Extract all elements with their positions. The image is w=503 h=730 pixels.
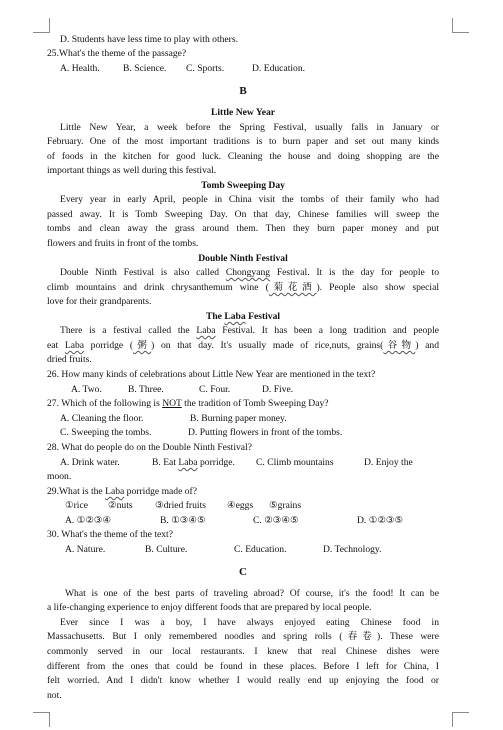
option-d: D. ①②③⑤ (357, 515, 404, 526)
text-span: Festival (245, 311, 281, 322)
text-span: ) on that day. It's usually made of rice,nuts, grains( (151, 340, 384, 351)
text-span: B. Eat (152, 457, 179, 468)
option-d: D. Putting flowers in front of the tombs. (188, 427, 343, 438)
question-26: 26. How many kinds of celebrations about Little New Year are mentioned in the text? (47, 369, 376, 380)
paragraph-line (47, 324, 439, 339)
paragraph-line: commonly served in our local restaurants. I knew that real Chinese dishes were (47, 646, 439, 657)
paragraph-line: a life-changing experience to enjoy different foods that are prepared by local people. (47, 602, 372, 613)
option-c: C. Education. (234, 544, 287, 555)
marked-word: Chongyang (225, 267, 271, 278)
crop-mark-top-left (33, 18, 50, 33)
marked-word: 粥 (133, 340, 152, 351)
paragraph-line (47, 339, 439, 354)
paragraph-line: passed away. It is Tomb Sweeping Day. On that day, Chinese families will sweep the (47, 209, 439, 220)
item: ⑤grains (269, 500, 302, 511)
marked-word: Laba (196, 325, 216, 336)
question-28: 28. What do people do on the Double Ninth Festival? (47, 442, 252, 453)
text-span: The (205, 311, 225, 322)
text-span: ). People also show special (316, 282, 440, 293)
paragraph-line: February. One of the most important traditions is to burn paper and set out many kinds (47, 136, 439, 147)
paragraph-line: dried fruits. (47, 354, 92, 365)
option-c: C. Climb mountains (256, 457, 334, 468)
marked-word: Laba (224, 311, 246, 322)
paragraph-line: Ever since I was a boy, I have always enjoyed eating Chinese food in (60, 617, 439, 628)
text-span: the tradition of Tomb Sweeping Day? (181, 398, 329, 409)
text-span: 29.What is the (47, 486, 106, 497)
option-a: A. Cleaning the floor. (60, 413, 144, 424)
question-28-options (60, 456, 439, 471)
text-span: 27. Which of the following is (47, 398, 163, 409)
option-c: C. Sweeping the tombs. (60, 427, 152, 438)
marked-word: Laba (64, 340, 85, 351)
paragraph-line: Massachusetts. But I only remembered noodles and spring rolls (春卷). These were (47, 631, 439, 642)
crop-mark-bottom-right (452, 712, 469, 727)
crop-mark-top-right (452, 18, 469, 33)
section-heading-b: B (239, 85, 247, 97)
item: ③dried fruits (155, 500, 206, 511)
paragraph-line: What is one of the best parts of traveling abroad? Of course, it's the food! It can be (65, 588, 439, 599)
text-span: porridge made of? (124, 486, 198, 497)
section-heading-c: C (239, 566, 247, 578)
option-d: D. Education. (252, 63, 306, 74)
paragraph-line: flowers and fruits in front of the tombs. (47, 238, 199, 249)
paragraph-line: love for their grandparents. (47, 296, 152, 307)
option-d: D. Enjoy the (364, 457, 413, 468)
option-b: B. Three. (128, 384, 164, 395)
question-26-options (71, 383, 463, 398)
text-span: porridge ( (84, 340, 134, 351)
question-28-continuation: moon. (47, 471, 72, 482)
option-b: B. Science. (123, 63, 167, 74)
paragraph-line (47, 281, 439, 296)
question-25-options (60, 62, 452, 77)
question-27 (47, 397, 439, 412)
subheading-double-ninth-festival: Double Ninth Festival (198, 253, 288, 264)
option-line: D. Students have less time to play with others. (60, 34, 238, 45)
option-a: A. Two. (71, 384, 102, 395)
option-a: A. ①②③④ (65, 515, 112, 526)
text-span: ) and (415, 340, 440, 351)
option-a: A. Drink water. (60, 457, 120, 468)
text-span: eat (47, 340, 65, 351)
text-span: climb mountains and drink chrysanthemum wine ( (47, 282, 269, 293)
paragraph-line: Little New Year, a week before the Spring Festival, usually falls in January or (60, 122, 439, 133)
text-span: Festival. It has been a long tradition and people (215, 325, 439, 336)
subheading-laba-festival (47, 310, 439, 325)
paragraph-line (47, 266, 439, 281)
text-span: porridge. (197, 457, 235, 468)
option-c: C. Sports. (186, 63, 225, 74)
question-29-options (65, 514, 457, 529)
option-a: A. Health. (60, 63, 100, 74)
paragraph-line: felt worried. And I didn't know whether I would really end up enjoying the food or (47, 675, 439, 686)
option-a: A. Nature. (65, 544, 106, 555)
option-b: B. Burning paper money. (190, 413, 287, 424)
item: ④eggs (227, 500, 254, 511)
item: ②nuts (108, 500, 133, 511)
question-27-options-row-2 (60, 426, 452, 441)
paragraph-line: of foods in the kitchen for good luck. Cleaning the house and doing shopping are the (47, 151, 439, 162)
marked-word: Laba (105, 486, 125, 497)
marked-word: Laba (178, 457, 198, 468)
paragraph-line: Every year in early April, people in China visit the tombs of their family who had (60, 194, 439, 205)
option-c: C. Four. (199, 384, 231, 395)
question-29 (47, 485, 439, 500)
underlined-word: NOT (162, 398, 182, 409)
question-29-items (65, 499, 457, 514)
option-d: D. Five. (262, 384, 294, 395)
item: ①rice (65, 500, 88, 511)
subheading-tomb-sweeping-day: Tomb Sweeping Day (201, 180, 285, 191)
question-25: 25.What's the theme of the passage? (47, 48, 187, 59)
question-30: 30. What's the theme of the text? (47, 529, 173, 540)
subheading-little-new-year: Little New Year (210, 107, 276, 118)
question-27-options-row-1 (60, 412, 452, 427)
paragraph-line: not. (47, 690, 62, 701)
question-30-options (65, 543, 457, 558)
option-c: C. ②③④⑤ (253, 515, 299, 526)
crop-mark-bottom-left (33, 712, 50, 727)
paragraph-line: important things as well during this festival. (47, 165, 217, 176)
text-span: Festival. It is the day for people to (270, 267, 439, 278)
marked-word: 菊花酒 (268, 282, 317, 293)
paragraph-line: tombs and clean away the grass around them. Then they burn paper money and put (47, 223, 439, 234)
paragraph-line: different from the ones that could be found in these places. Before I left for China, I (47, 661, 439, 672)
option-d: D. Technology. (323, 544, 382, 555)
text-span: There is a festival called the (60, 325, 197, 336)
marked-word: 谷物 (383, 340, 416, 351)
text-span: Double Ninth Festival is also called (60, 267, 226, 278)
option-b (152, 456, 256, 471)
option-b: B. ①③④⑤ (160, 515, 206, 526)
option-b: B. Culture. (145, 544, 188, 555)
